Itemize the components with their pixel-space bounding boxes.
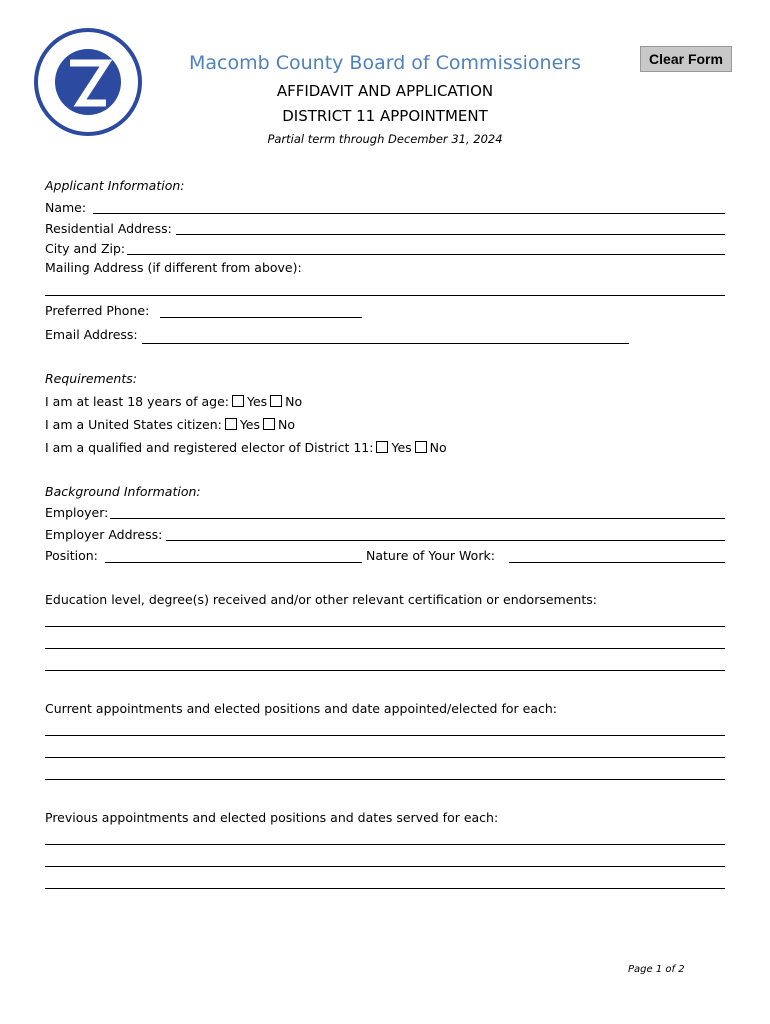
position-label: Position: [45,548,98,563]
mailing-label: Mailing Address (if different from above): [45,260,302,275]
work-field[interactable] [509,562,725,563]
name-field[interactable] [93,213,725,214]
position-field[interactable] [105,562,362,563]
education-field[interactable] [45,626,725,627]
work-label: Nature of Your Work: [366,548,495,563]
clear-form-button[interactable]: Clear Form [640,46,732,72]
form-subtitle: DISTRICT 11 APPOINTMENT [282,107,488,125]
employer-field[interactable] [110,518,725,519]
previous-appointments-label: Previous appointments and elected positions and dates served for each: [45,810,499,825]
current-appointments-field[interactable] [45,735,725,736]
education-label: Education level, degree(s) received and/or other relevant certification or endorsements: [45,592,597,607]
background-heading: Background Information: [45,484,201,499]
employer-address-field[interactable] [166,540,725,541]
address-label: Residential Address: [45,221,172,236]
previous-appointments-field[interactable] [45,844,725,845]
req-elector: I am a qualified and registered elector of District 11: Yes No [45,440,447,455]
city-field[interactable] [127,254,725,255]
address-field[interactable] [176,234,725,235]
applicant-heading: Applicant Information: [45,178,185,193]
mailing-field[interactable] [45,295,725,296]
phone-field[interactable] [160,317,362,318]
email-label: Email Address: [45,327,138,342]
employer-label: Employer: [45,505,109,520]
req-citizen: I am a United States citizen: Yes No [45,417,296,432]
page-number: Page 1 of 2 [628,964,685,975]
current-appointments-label: Current appointments and elected positions and date appointed/elected for each: [45,701,557,716]
phone-label: Preferred Phone: [45,303,150,318]
term-note: Partial term through December 31, 2024 [267,132,503,146]
name-label: Name: [45,200,87,215]
req-age: I am at least 18 years of age: Yes No [45,394,303,409]
org-name: Macomb County Board of Commissioners [189,52,581,74]
form-title: AFFIDAVIT AND APPLICATION [276,82,494,100]
requirements-heading: Requirements: [45,371,137,386]
city-label: City and Zip: [45,241,126,256]
email-field[interactable] [142,343,629,344]
employer-address-label: Employer Address: [45,527,163,542]
